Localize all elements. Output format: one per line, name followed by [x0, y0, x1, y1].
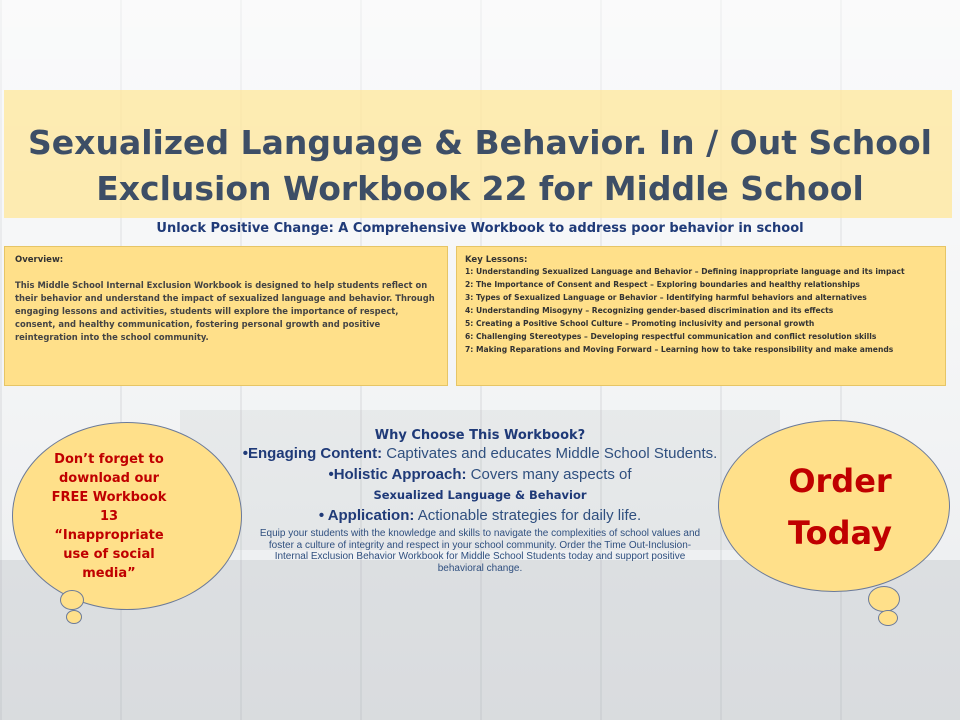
lesson-item: 6: Challenging Stereotypes – Developing respectful communication and conflict resolution skills [465, 332, 877, 341]
lesson-item: 2: The Importance of Consent and Respect – Exploring boundaries and healthy relationships [465, 280, 860, 289]
free-workbook-text[interactable]: Don’t forget to download our FREE Workbook 13 “Inappropriate use of social media” [51, 452, 167, 581]
lesson-item: 4: Understanding Misogyny – Recognizing gender-based discrimination and its effects [465, 306, 834, 315]
cloud-puff [60, 590, 84, 610]
application-label: • Application: [318, 507, 415, 524]
lesson-item: 3: Types of Sexualized Language or Behavior – Identifying harmful behaviors and alternatives [465, 293, 867, 302]
holistic-label: •Holistic Approach: [328, 466, 467, 483]
overview-heading: Overview: [15, 255, 64, 265]
lesson-item: 7: Making Reparations and Moving Forward – Learning how to take responsibility and make amends [465, 345, 894, 354]
page-title [0, 120, 960, 212]
cloud-puff [868, 586, 900, 612]
why-section [240, 428, 720, 574]
cloud-puff [878, 610, 898, 626]
call-to-action-note: Equip your students with the knowledge and skills to navigate the complexities of school values and foster a culture of integrity and respect in your school community. Order the Time Out-Inclusion- Internal Exclusion Behavior Workbook for Middle School Students today and support positive behavioral change. [259, 528, 701, 574]
engaging-text: Captivates and educates Middle School Students. [382, 445, 718, 462]
order-today-text[interactable] [740, 455, 940, 559]
why-heading: Why Choose This Workbook? [374, 428, 586, 443]
holistic-subline: Sexualized Language & Behavior [373, 488, 587, 502]
lesson-item: 5: Creating a Positive School Culture – Promoting inclusivity and personal growth [465, 319, 815, 328]
holistic-approach-line [240, 464, 720, 485]
tagline: Unlock Positive Change: A Comprehensive Workbook to address poor behavior in school [156, 221, 804, 236]
title-line-1: Sexualized Language & Behavior. In / Out School [28, 123, 932, 162]
order-line-2: Today [788, 514, 892, 552]
holistic-text: Covers many aspects of [466, 466, 632, 483]
application-line [240, 505, 720, 526]
engaging-content-line [240, 443, 720, 464]
overview-text: This Middle School Internal Exclusion Workbook is designed to help students reflect on their behavior and understand the impact of sexualized language and behavior. Through engaging lessons and activities, students will explore the importance of respect, consent, and healthy communication, fostering personal growth and positive reintegration into the school community. [15, 280, 435, 342]
order-line-1: Order [788, 462, 892, 500]
engaging-label: •Engaging Content: [242, 445, 383, 462]
overview-box [4, 246, 448, 386]
key-lessons-heading: Key Lessons: [465, 255, 528, 265]
application-text: Actionable strategies for daily life. [414, 507, 642, 524]
lesson-item: 1: Understanding Sexualized Language and Behavior – Defining inappropriate language and its impact [465, 267, 905, 276]
cloud-puff [66, 610, 82, 624]
title-line-2: Exclusion Workbook 22 for Middle School [96, 169, 864, 208]
key-lessons-box [456, 246, 946, 386]
